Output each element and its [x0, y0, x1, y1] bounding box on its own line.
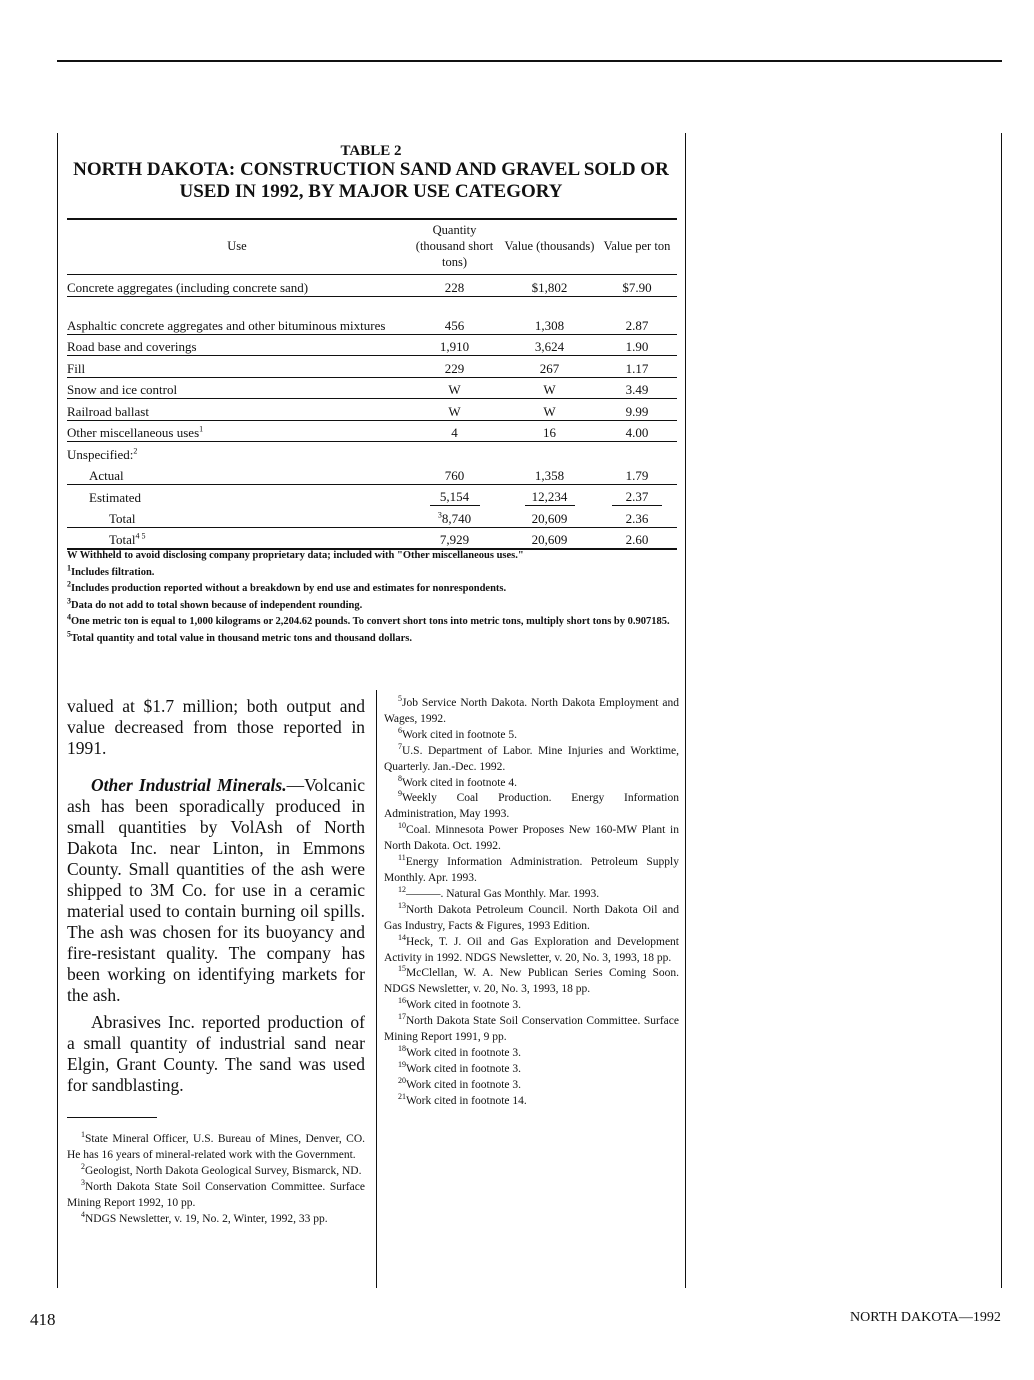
row-per-ton: 1.17: [597, 356, 677, 378]
row-per-ton: 2.36: [597, 506, 677, 528]
row-per-ton: 1.79: [597, 463, 677, 485]
footnote-sup: 4: [81, 1210, 85, 1220]
footnote: [384, 741, 679, 776]
row-use-sup: 4 5: [135, 531, 146, 541]
row-quantity-cell: [407, 506, 502, 528]
header-value-per-ton: Value per ton: [597, 219, 677, 275]
row-value-cell: [502, 485, 597, 507]
table-row: [67, 377, 677, 399]
footnote-sup: 2: [81, 1162, 85, 1172]
footnote-text: ———. Natural Gas Monthly. Mar. 1993.: [406, 887, 600, 900]
footnote: [384, 725, 679, 744]
footnote-text: Work cited in footnote 3.: [406, 1078, 522, 1091]
footnote-sup: 1: [81, 1130, 85, 1140]
footnote-text: North Dakota Petroleum Council. North Dakota Oil and Gas Industry, Facts & Figures, 1993 Edition.: [384, 903, 679, 932]
right-column-rule: [685, 133, 686, 1288]
row-quantity: 229: [407, 356, 502, 378]
footnote: [384, 887, 679, 903]
footnote-sup: 13: [398, 900, 406, 910]
row-value: W: [502, 377, 597, 399]
footnote: [384, 696, 679, 728]
footnote: [67, 1131, 365, 1163]
row-use: Snow and ice control: [67, 377, 407, 399]
row-quantity-cell: [407, 485, 502, 507]
row-use-sup: 2: [133, 446, 138, 456]
row-value: $1,802: [502, 275, 597, 297]
footnote: [384, 1062, 679, 1078]
footnote-text: North Dakota State Soil Conservation Committee. Surface Mining Report 1992, 10 pp.: [67, 1181, 365, 1209]
footnote-rule: [67, 1117, 157, 1118]
table-note: [67, 598, 683, 615]
row-value: 20,609: [502, 528, 597, 550]
table-note: [67, 565, 683, 582]
row-use-cell: [67, 420, 407, 442]
footnote-sup: 16: [398, 996, 406, 1006]
row-use-cell: [67, 442, 407, 464]
row-value: 16: [502, 420, 597, 442]
row-quantity-sup: 3: [437, 510, 442, 520]
row-quantity: 1,910: [407, 334, 502, 356]
header-quantity: Quantity (thousand short tons): [407, 219, 502, 275]
footnote-text: Work cited in footnote 14.: [406, 1094, 527, 1107]
sand-gravel-table: [67, 218, 677, 550]
table-note-text: Total quantity and total value in thousand metric tons and thousand dollars.: [71, 632, 412, 644]
row-per-ton: 1.90: [597, 334, 677, 356]
footnote-text: Job Service North Dakota. North Dakota Employment and Wages, 1992.: [384, 697, 679, 725]
footnote-sup: 12: [398, 885, 406, 895]
table-row: [67, 296, 677, 334]
footnote: [67, 1179, 365, 1211]
row-per-ton: 2.37: [612, 489, 662, 506]
footnote: [384, 773, 679, 792]
row-quantity: 7,929: [407, 528, 502, 550]
row-per-ton: 2.87: [597, 296, 677, 334]
table-note-sup: 3: [67, 596, 71, 605]
table-row: [67, 528, 677, 550]
footnote-text: Coal. Minnesota Power Proposes New 160-MW Plant in North Dakota. Oct. 1992.: [384, 824, 679, 853]
row-per-ton: 9.99: [597, 399, 677, 421]
footnote-text: Weekly Coal Production. Energy Information Administration, May 1993.: [384, 792, 679, 821]
row-use: Asphaltic concrete aggregates and other bituminous mixtures: [67, 296, 407, 334]
header-value: Value (thousands): [502, 219, 597, 275]
row-quantity: 228: [407, 275, 502, 297]
footnote-sup: 17: [398, 1012, 406, 1022]
table-note-text: Includes filtration.: [71, 566, 155, 578]
table-row: [67, 420, 677, 442]
row-value: 12,234: [525, 489, 575, 506]
footnotes-right: [384, 696, 679, 1110]
table-note-sup: 1: [67, 563, 71, 572]
footnote-sup: 3: [81, 1178, 85, 1188]
footnote-sup: 6: [398, 725, 402, 735]
footnote-text: U.S. Department of Labor. Mine Injuries and Worktime, Quarterly. Jan.-Dec. 1992.: [384, 744, 679, 773]
row-use: Other miscellaneous uses: [67, 425, 200, 440]
table-note-text: Includes production reported without a breakdown by end use and estimates for nonrespondents.: [71, 583, 507, 594]
footnote-sup: 8: [398, 773, 402, 783]
row-per-ton-cell: [597, 485, 677, 507]
row-value: W: [502, 399, 597, 421]
table-note-text: W Withheld to avoid disclosing company proprietary data; included with "Other miscellaneous uses.": [67, 550, 524, 561]
row-value: 1,358: [502, 463, 597, 485]
row-quantity: 8,740: [441, 511, 472, 526]
footnote-sup: 9: [398, 789, 402, 799]
table-row: [67, 275, 677, 297]
footnote-text: Heck, T. J. Oil and Gas Exploration and Development Activity in 1992. NDGS Newsletter, v. 20, No. 3, 1993, 18 pp.: [384, 935, 679, 964]
footnote-sup: 7: [398, 741, 402, 751]
footnotes-left: [67, 1131, 365, 1227]
table-note-text: One metric ton is equal to 1,000 kilograms or 2,204.62 pounds. To convert short tons into metric tons, multiply short tons by 0.907185.: [71, 616, 670, 627]
table-row: [67, 506, 677, 528]
table-note-sup: 4: [67, 612, 71, 622]
footnote: [384, 1046, 679, 1062]
footnote-sup: 20: [398, 1075, 406, 1085]
footnote: [384, 998, 679, 1014]
far-right-rule: [1001, 133, 1002, 1288]
footnote: [384, 966, 679, 998]
row-use: Actual: [67, 463, 407, 485]
footnote-text: Work cited in footnote 5.: [402, 728, 518, 741]
row-per-ton: $7.90: [597, 275, 677, 297]
footnote-sup: 10: [398, 821, 406, 831]
top-rule: [57, 60, 1002, 62]
running-head: NORTH DAKOTA—1992: [850, 1310, 1001, 1325]
footnote-text: McClellan, W. A. New Publican Series Coming Soon. NDGS Newsletter, v. 20, No. 3, 1993, 18 pp.: [384, 967, 679, 996]
footnote-text: North Dakota State Soil Conservation Committee. Surface Mining Report 1991, 9 pp.: [384, 1015, 679, 1044]
row-quantity: 456: [407, 296, 502, 334]
footnote-sup: 18: [398, 1044, 406, 1054]
table-row: [67, 334, 677, 356]
header-use: Use: [67, 219, 407, 275]
left-column-rule: [57, 133, 58, 1288]
row-value: 20,609: [502, 506, 597, 528]
footnote: [384, 791, 679, 823]
footnote-text: Geologist, North Dakota Geological Survey, Bismarck, ND.: [85, 1165, 362, 1177]
row-value: 267: [502, 356, 597, 378]
table-note-sup: 2: [67, 579, 71, 589]
footnote-text: NDGS Newsletter, v. 19, No. 2, Winter, 1992, 33 pp.: [85, 1213, 328, 1225]
footnote: [384, 1014, 679, 1046]
row-use-cell: [67, 528, 407, 550]
table-note: [67, 548, 683, 565]
footnote: [384, 1075, 679, 1094]
body-paragraph: valued at $1.7 million; both output and value decreased from those reported in 1991.: [67, 696, 365, 758]
table-notes: [67, 548, 683, 647]
row-quantity: W: [407, 377, 502, 399]
row-quantity: 760: [407, 463, 502, 485]
table-row: [67, 356, 677, 378]
footnote-sup: 5: [398, 694, 402, 704]
center-column-rule: [376, 690, 377, 1288]
footnote: [67, 1163, 365, 1179]
table-note-sup: 5: [67, 629, 71, 638]
row-use: Estimated: [89, 490, 141, 505]
footnote: [384, 900, 679, 935]
body-paragraph-text: —Volcanic ash has been sporadically produced in small quantities by VolAsh of North Dakota Inc. near Linton, in Emmons County. Small quantities of the ash were shipped to 3M Co. for use in a ceramic material used to contain burning oil spills. The ash was chosen for its buoyancy and fire-resistant quality. The company has been working on identifying markets for the ash.: [67, 775, 365, 1005]
row-use: Fill: [67, 356, 407, 378]
footnote-text: State Mineral Officer, U.S. Bureau of Mines, Denver, CO. He has 16 years of mineral-related work with the Government.: [67, 1133, 365, 1161]
row-use: Total: [109, 532, 136, 547]
section-heading: Other Industrial Minerals.: [91, 775, 287, 795]
footnote: [384, 932, 679, 967]
table-note: [67, 581, 683, 598]
table-note: [67, 614, 683, 631]
row-per-ton: 3.49: [597, 377, 677, 399]
row-quantity: 4: [407, 420, 502, 442]
footnote: [67, 1211, 365, 1227]
table-row: [67, 463, 677, 485]
body-paragraph: Abrasives Inc. reported production of a small quantity of industrial sand near Elgin, Grant County. The sand was used for sandblasting.: [67, 1012, 365, 1095]
table-note-text: Data do not add to total shown because of independent rounding.: [71, 599, 363, 611]
row-use: Road base and coverings: [67, 334, 407, 356]
footnote-text: Work cited in footnote 3.: [406, 1062, 522, 1075]
row-use: Concrete aggregates (including concrete sand): [67, 275, 407, 297]
row-use: Unspecified:: [67, 447, 134, 462]
row-quantity: W: [407, 399, 502, 421]
footnote-text: Energy Information Administration. Petroleum Supply Monthly. Apr. 1993.: [384, 856, 679, 884]
footnote-text: Work cited in footnote 4.: [402, 776, 518, 789]
table-row: [67, 399, 677, 421]
page-number: 418: [30, 1310, 56, 1329]
table-title: NORTH DAKOTA: CONSTRUCTION SAND AND GRAVEL SOLD OR USED IN 1992, BY MAJOR USE CATEGORY: [73, 159, 669, 202]
row-per-ton: 4.00: [597, 420, 677, 442]
footnote-sup: 21: [398, 1091, 406, 1101]
table-header-row: [67, 219, 677, 275]
row-quantity: 5,154: [430, 489, 480, 506]
table-row: [67, 485, 677, 507]
table-note: [67, 631, 683, 648]
table-row: [67, 442, 677, 464]
row-use: Total: [67, 506, 407, 528]
row-use-sup: 1: [199, 424, 204, 434]
footnote-sup: 14: [398, 932, 406, 942]
row-value: 1,308: [502, 296, 597, 334]
footnote-sup: 15: [398, 964, 406, 974]
footnote: [384, 823, 679, 855]
footnote-text: Work cited in footnote 3.: [406, 999, 522, 1012]
footnote-sup: 11: [398, 853, 406, 863]
footnote: [384, 855, 679, 887]
footnote-sup: 19: [398, 1060, 406, 1070]
table-label: TABLE 2: [340, 143, 402, 159]
footnote-text: Work cited in footnote 3.: [406, 1046, 522, 1059]
row-use: Railroad ballast: [67, 399, 407, 421]
row-per-ton: 2.60: [597, 528, 677, 550]
body-paragraph-other-minerals: [67, 775, 365, 1006]
row-value: 3,624: [502, 334, 597, 356]
footnote: [384, 1091, 679, 1110]
